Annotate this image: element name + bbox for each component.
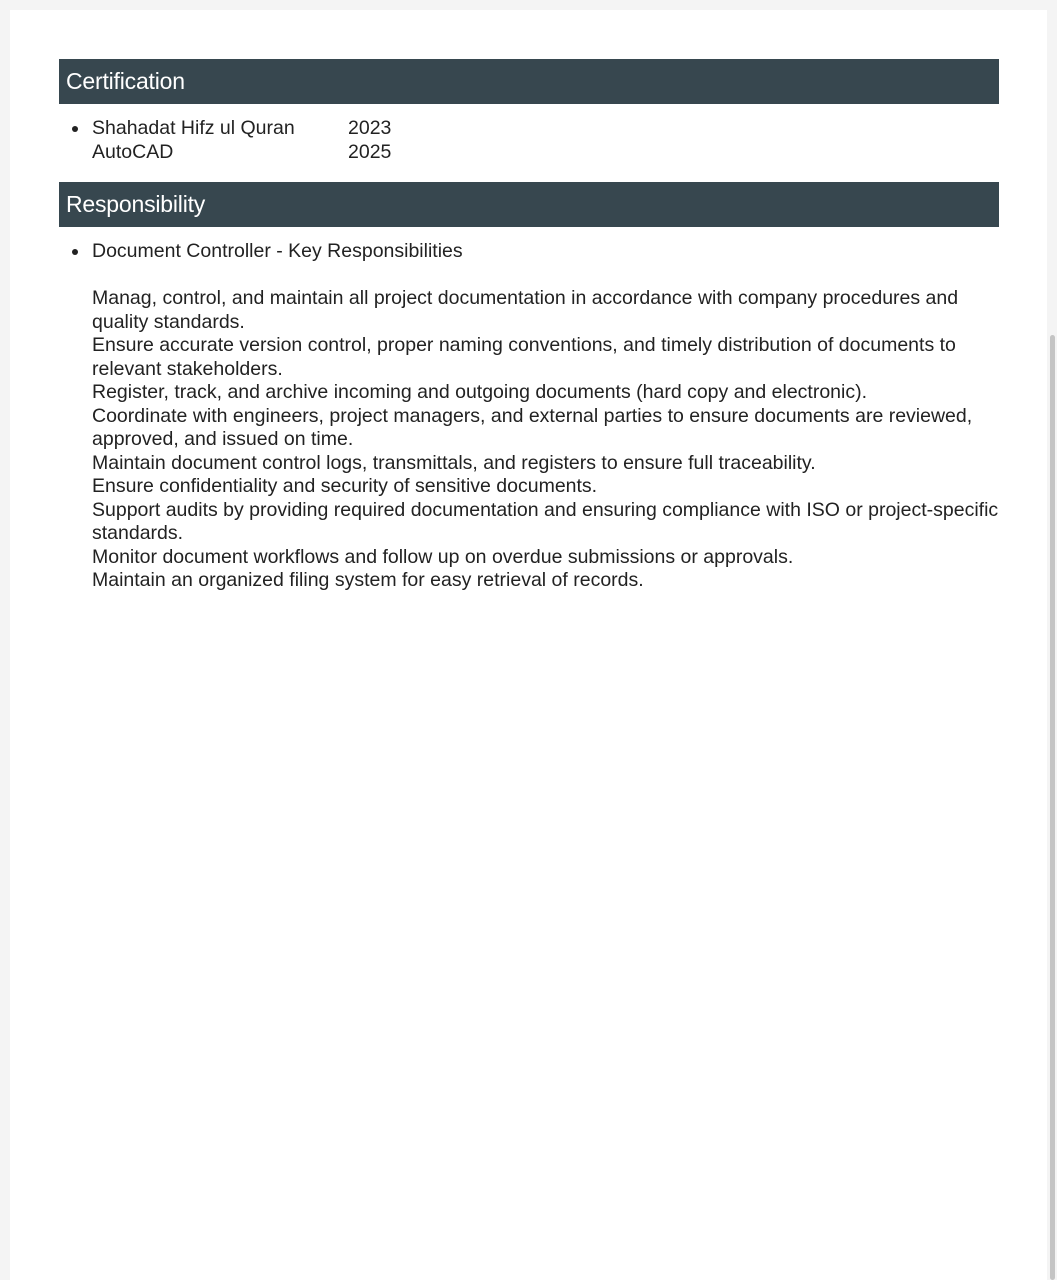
certification-year: 2023 [348,117,392,139]
vertical-scrollbar[interactable] [1050,335,1055,1280]
responsibility-heading: Document Controller - Key Responsibilities [92,240,463,262]
certification-title: Certification [66,68,185,94]
responsibility-bullet [72,249,78,255]
certification-row [92,117,391,141]
responsibility-item: Manag, control, and maintain all project documentation in accordance with company procedures and quality standards. [92,287,959,333]
responsibility-item: Support audits by providing required documentation and ensuring compliance with ISO or project-specific standards. [92,498,999,544]
certification-year: 2025 [348,140,392,163]
responsibility-item: Maintain document control logs, transmittals, and registers to ensure full traceability. [92,451,816,474]
certification-name: Shahadat Hifz ul Quran [92,117,295,139]
responsibility-item: Maintain an organized filing system for easy retrieval of records. [92,569,644,591]
responsibility-item: Monitor document workflows and follow up on overdue submissions or approvals. [92,545,794,568]
certification-list [92,117,391,164]
certification-name: AutoCAD [92,140,174,163]
certification-row [92,141,391,165]
responsibility-item: Coordinate with engineers, project managers, and external parties to ensure documents are reviewed, approved, and issued on time. [92,404,973,450]
responsibility-header [59,182,999,227]
responsibility-item: Ensure confidentiality and security of sensitive documents. [92,475,598,497]
certification-header [59,59,999,104]
responsibility-item: Ensure accurate version control, proper naming conventions, and timely distribution of documents to relevant stakeholders. [92,334,956,380]
responsibility-list [92,287,1002,593]
resume-page [10,10,1047,1280]
responsibility-item: Register, track, and archive incoming and outgoing documents (hard copy and electronic). [92,381,868,403]
responsibility-title: Responsibility [66,191,206,217]
certification-bullet [72,126,78,132]
